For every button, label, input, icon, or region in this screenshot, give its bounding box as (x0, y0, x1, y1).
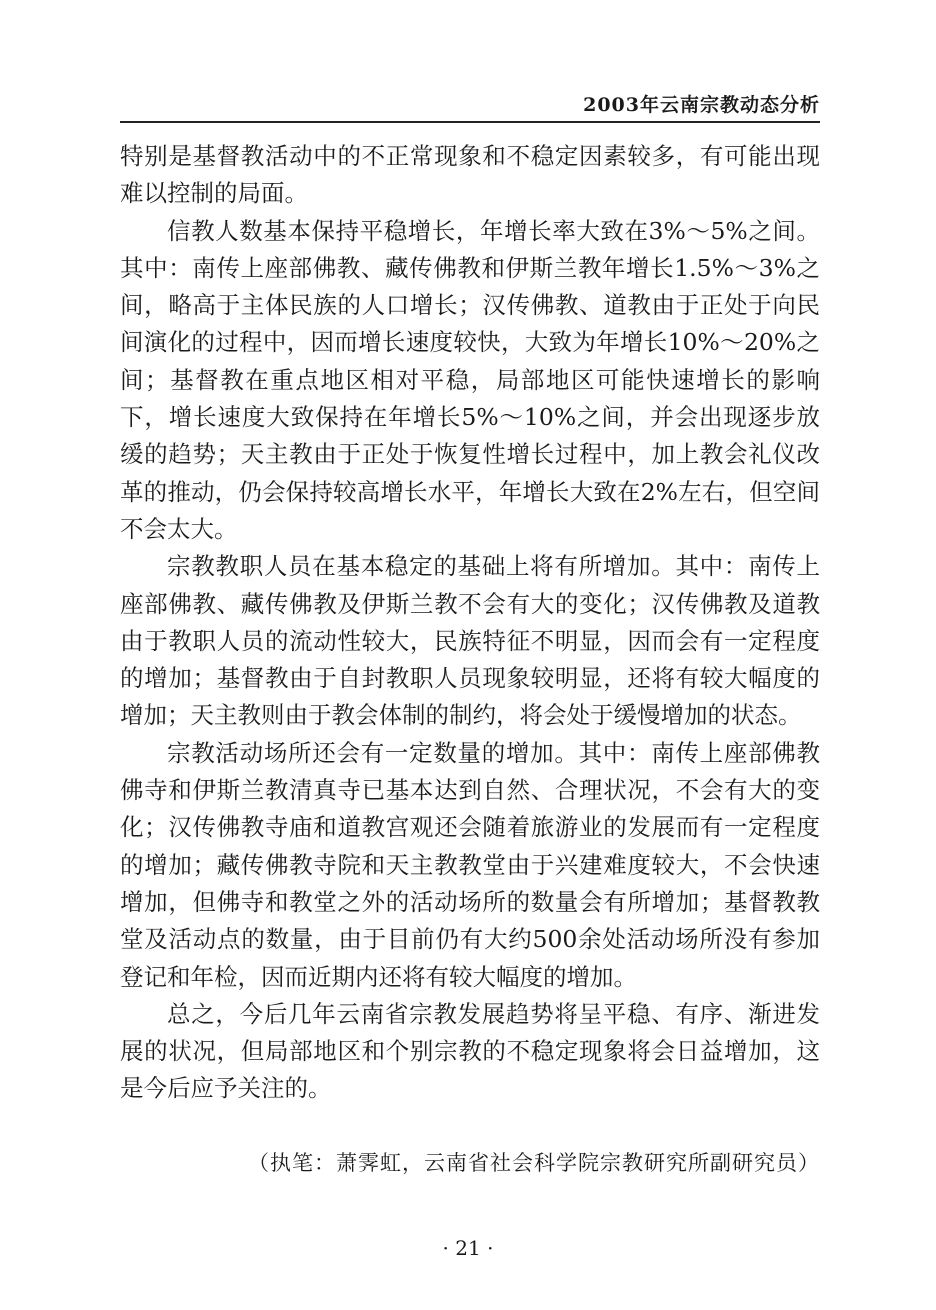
paragraph-clergy: 宗教教职人员在基本稳定的基础上将有所增加。其中：南传上座部佛教、藏传佛教及伊斯兰教不会有大的变化；汉传佛教及道教由于教职人员的流动性较大，民族特征不明显，因而会有一定程度的增加；基督教由于自封教职人员现象较明显，还将有较大幅度的增加；天主教则由于教会体制的制约，将会处于缓慢增加的状态。 (120, 552, 820, 730)
paragraph-conclusion: 总之，今后几年云南省宗教发展趋势将呈平稳、有序、渐进发展的状况，但局部地区和个别宗教的不稳定现象将会日益增加，这是今后应予关注的。 (120, 999, 820, 1103)
paragraph-continuation: 特别是基督教活动中的不正常现象和不稳定因素较多，有可能出现难以控制的局面。 (120, 142, 820, 208)
paragraph-believers-growth: 信教人数基本保持平稳增长，年增长率大致在3%～5%之间。其中：南传上座部佛教、藏传佛教和伊斯兰教年增长1.5%～3%之间，略高于主体民族的人口增长；汉传佛教、道教由于正处于向民间演化的过程中，因而增长速度较快，大致为年增长10%～20%之间；基督教在重点地区相对平稳，局部地区可能快速增长的影响下，增长速度大致保持在年增长5%～10%之间，并会出现逐步放缓的趋势；天主教由于正处于恢复性增长过程中，加上教会礼仪改革的推动，仍会保持较高增长水平，年增长大致在2%左右，但空间不会太大。 (120, 216, 820, 543)
running-header: 2003年云南宗教动态分析 (583, 94, 820, 116)
paragraph-venues: 宗教活动场所还会有一定数量的增加。其中：南传上座部佛教佛寺和伊斯兰教清真寺已基本达到自然、合理状况，不会有大的变化；汉传佛教寺庙和道教宫观还会随着旅游业的发展而有一定程度的增加；藏传佛教寺院和天主教教堂由于兴建难度较大，不会快速增加，但佛寺和教堂之外的活动场所的数量会有所增加；基督教教堂及活动点的数量，由于目前仍有大约500余处活动场所没有参加登记和年检，因而近期内还将有较大幅度的增加。 (120, 738, 820, 991)
header-rule (120, 121, 820, 123)
author-signature: （执笔：萧霁虹，云南省社会科学院宗教研究所副研究员） (248, 1151, 820, 1175)
page-number: · 21 · (442, 1236, 494, 1260)
body-text (120, 138, 820, 1108)
